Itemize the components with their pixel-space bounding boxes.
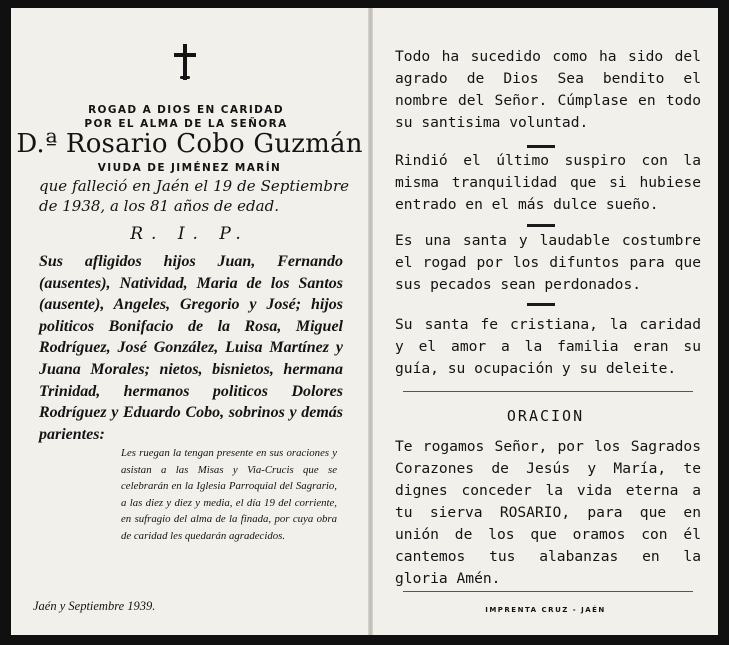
divider-dash-1 (527, 145, 555, 148)
heading-line-2: POR EL ALMA DE LA SEÑORA (84, 118, 288, 130)
prayer-text: Te rogamos Señor, por los Sagrados Corazones de Jesús y María, te dignes conceder la vida eterna a tu sierva ROSARIO, para que en unión de los que oramos con él cantemos tus alabanzas en la gloria Amén. (395, 438, 701, 587)
mass-request: Les ruegan la tengan presente en sus oraciones y asistan a las Misas y Via-Crucis que se celebrarán en la Iglesia Parroquial del Sagrario, a las diez y diez y media, el día 19 del corriente, en sufragio del alma de la finada, por cuya obra de caridad les quedarán agradecidos. (121, 447, 337, 542)
right-panel (373, 8, 718, 635)
paragraph-3: Es una santa y laudable costumbre el rogad por los difuntos para que sus pecados sean perdonados. (395, 232, 701, 293)
divider-rule-1 (403, 391, 693, 392)
heading-line-1: ROGAD A DIOS EN CARIDAD (88, 104, 284, 116)
cross-icon (171, 44, 199, 82)
death-notice: que falleció en Jaén el 19 de Septiembre de 1938, a los 81 años de edad. (39, 177, 349, 215)
place-date: Jaén y Septiembre 1939. (33, 599, 156, 613)
divider-dash-2 (527, 224, 555, 227)
divider-dash-3 (527, 303, 555, 306)
deceased-name: D.ª Rosario Cobo Guzmán (16, 129, 363, 159)
left-panel (11, 8, 368, 635)
paragraph-2: Rindió el último suspiro con la misma tranquilidad que si hubiese entrado en el más dulce sueño. (395, 152, 701, 213)
paragraph-4: Su santa fe cristiana, la caridad y el amor a la familia eran su guía, su ocupación y su deleite. (395, 316, 701, 377)
memorial-card (11, 8, 718, 635)
paragraph-1: Todo ha sucedido como ha sido del agrado de Dios Sea bendito el nombre del Señor. Cúmplase en todo su santisima voluntad. (395, 48, 701, 131)
printer-imprint: IMPRENTA CRUZ - JAÉN (485, 606, 606, 614)
prayer-title: ORACION (506, 407, 585, 425)
rip-line: R. I. P. (130, 224, 249, 244)
divider-rule-2 (403, 591, 693, 592)
family-list: Sus afligidos hijos Juan, Fernando (ausentes), Natividad, Maria de los Santos (ausente), Angeles, Gregorio y José; hijos politicos Bonifacio de la Rosa, Miguel Rodríguez, José González, Luisa Martínez y Juana Morales; nietos, bisnietos, hermana Trinidad, hermanos politicos Dolores Rodríguez y Eduardo Cobo, sobrinos y demás parientes: (39, 253, 343, 443)
widow-line: VIUDA DE JIMÉNEZ MARÍN (97, 162, 282, 174)
